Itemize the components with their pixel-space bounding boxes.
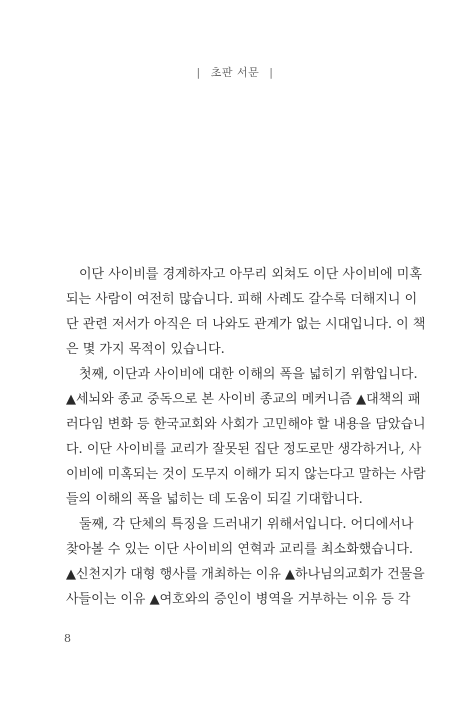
paragraph-line: 이비에 미혹되는 것이 도무지 이해가 되지 않는다고 말하는 사람 (66, 467, 426, 482)
header-title: 초판 서문 (210, 66, 260, 79)
paragraph-line: 되는 사람이 여전히 많습니다. 피해 사례도 갈수록 더해지니 이 (66, 292, 418, 307)
running-header (0, 64, 470, 80)
paragraph-line: 러다임 변화 등 한국교회와 사회가 고민해야 할 내용을 담았습니 (66, 417, 426, 432)
paragraph-line: 첫째, 이단과 사이비에 대한 이해의 폭을 넓히기 위함입니다. (79, 367, 418, 382)
paragraph-line: 둘째, 각 단체의 특징을 드러내기 위해서입니다. 어디에서나 (79, 517, 414, 532)
paragraph-line: 이단 사이비를 경계하자고 아무리 외쳐도 이단 사이비에 미혹 (79, 267, 422, 282)
paragraph-line: ▲신천지가 대형 행사를 개최하는 이유 ▲하나님의교회가 건물을 (66, 567, 425, 582)
paragraph-line: 은 몇 가지 목적이 있습니다. (66, 342, 225, 357)
body-text (66, 262, 426, 612)
paragraph-line: 찾아볼 수 있는 이단 사이비의 연혁과 교리를 최소화했습니다. (66, 542, 414, 557)
header-divider-left: | (196, 66, 201, 79)
paragraph-line: 다. 이단 사이비를 교리가 잘못된 집단 정도로만 생각하거나, 사 (66, 442, 422, 457)
paragraph-line: 단 관련 저서가 아직은 더 나와도 관계가 없는 시대입니다. 이 책 (66, 317, 426, 332)
paragraph-line: ▲세뇌와 종교 중독으로 본 사이비 종교의 메커니즘 ▲대책의 패 (66, 392, 421, 407)
paragraph-line: 들의 이해의 폭을 넓히는 데 도움이 되길 기대합니다. (66, 492, 363, 507)
paragraph-line: 사들이는 이유 ▲여호와의 증인이 병역을 거부하는 이유 등 각 (66, 592, 411, 607)
page-number: 8 (64, 632, 71, 645)
header-divider-right: | (269, 66, 274, 79)
